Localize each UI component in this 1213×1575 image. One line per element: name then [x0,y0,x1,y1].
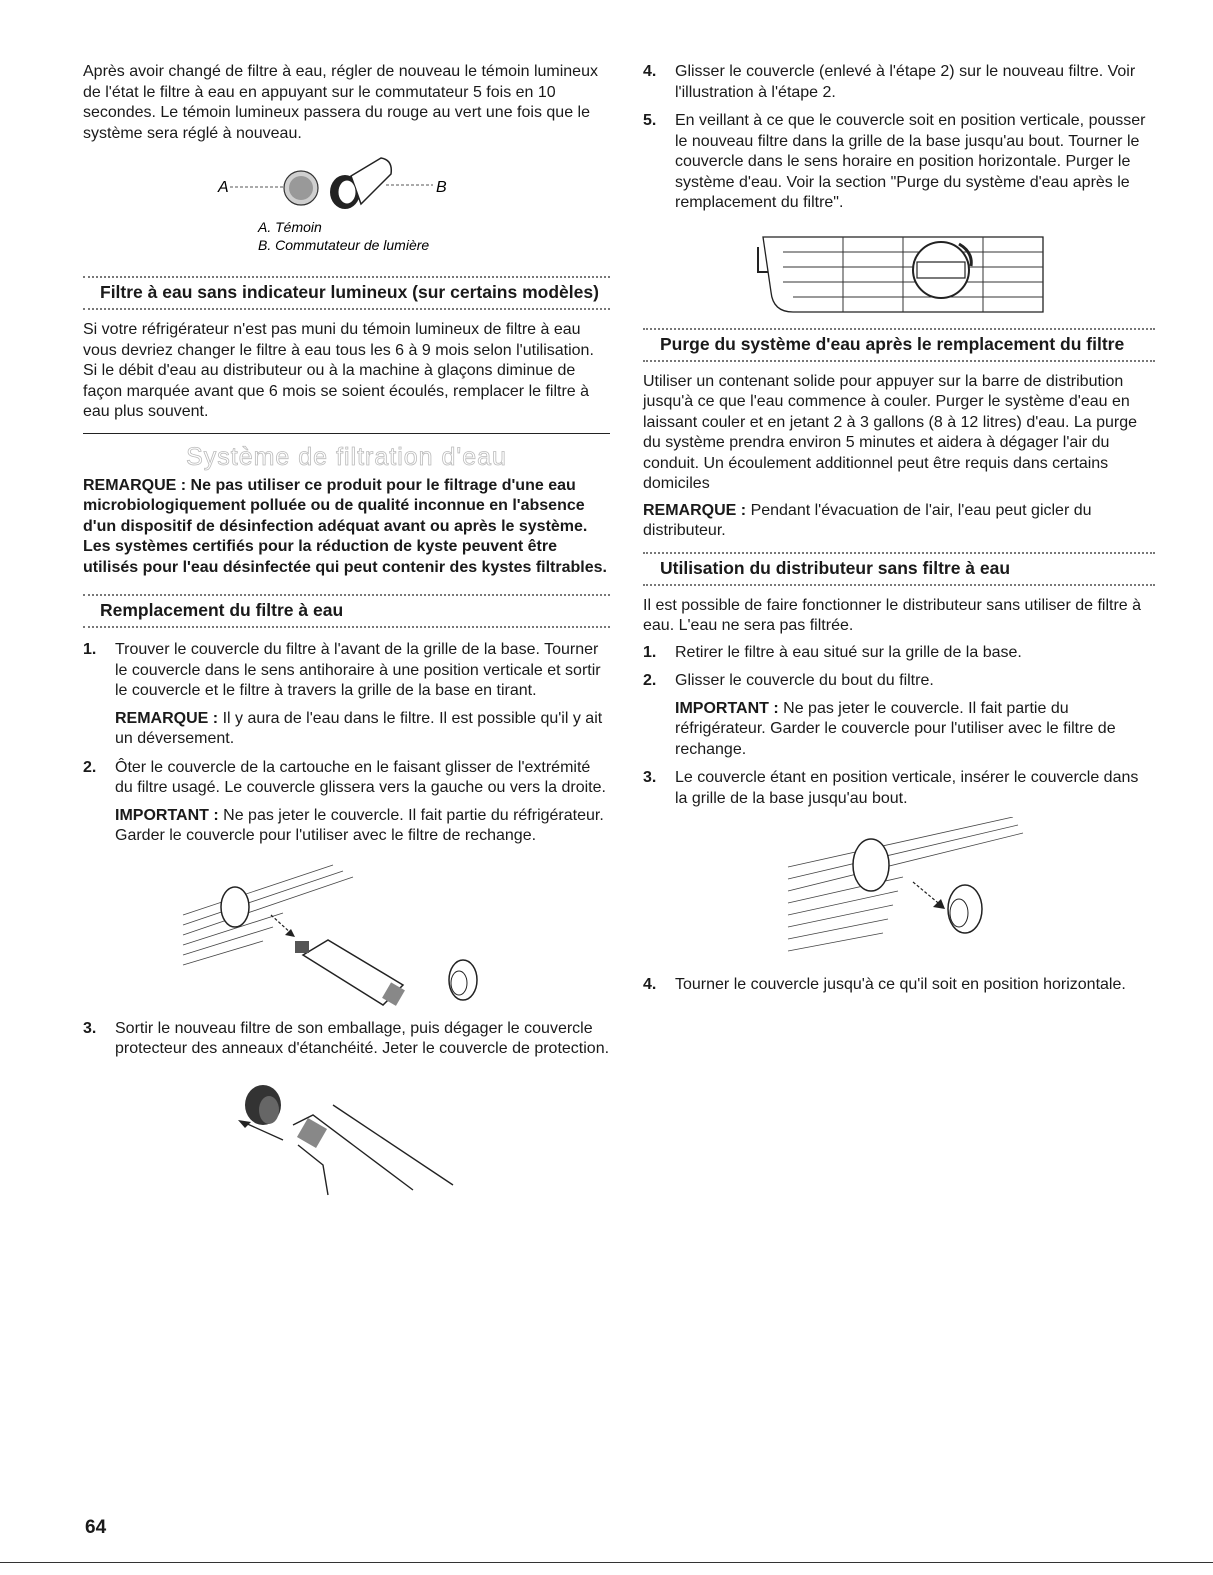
cap-removal-figure [83,1070,610,1200]
warning-note: REMARQUE : Ne pas utiliser ce produit pour le filtrage d'une eau microbiologiquement polluée ou de qualité inconnue en l'absence d'un dispositif de désinfection adéquat avant ou après le système. Les systèmes certifiés pour la réduction de kyste peuvent être utilisés pour l'eau désinfectée qui peut contenir des kystes filtrables. [83,476,607,576]
footer-rule [0,1562,1213,1563]
divider [83,308,610,310]
purge-note-label: REMARQUE : [643,501,747,519]
light-switch-icon [330,158,391,209]
filter-cap-icon [948,885,982,933]
left-column [83,62,610,1200]
divider [643,584,1155,586]
step-item: 1. Trouver le couvercle du filtre à l'avant de la grille de la base. Tourner le couvercle dans le sens antihoraire à une position verticale et sortir le couvercle et le filtre à travers la grille de la base en tirant. REMARQUE : Il y aura de l'eau dans le filtre. Il est possible qu'il y ait un déversement. [83,641,603,747]
section-title-no-filter: Utilisation du distributeur sans filtre à eau [660,557,1011,578]
purge-paragraph: Utiliser un contenant solide pour appuyer sur la barre de distribution jusqu'à ce que l'eau commence à couler. Purger le système d'eau en laissant couler et en jetant 2 à 3 gallons (8 à 12 litres) d'eau. La purge du système prendra environ 5 minutes et aidera à dégager l'air du conduit. Un écoulement additionnel peut être requis dans certains domiciles [643,372,1138,492]
caption-b: B. Commutateur de lumière [258,237,430,253]
divider [643,360,1155,362]
indicator-illustration [83,152,610,262]
step-item: 4. Tourner le couvercle jusqu'à ce qu'il soit en position horizontale. [643,976,1126,993]
intro-paragraph: Après avoir changé de filtre à eau, régler de nouveau le témoin lumineux de l'état le filtre à eau en appuyant sur le commutateur 5 fois en 10 secondes. Le témoin lumineux passera du rouge au vert une fois que le système sera réglé à nouveau. [83,63,598,142]
purge-note: Pendant l'évacuation de l'air, l'eau peut gicler du distributeur. [643,501,1092,539]
label-b: B [436,179,447,196]
section-title-no-indicator: Filtre à eau sans indicateur lumineux (sur certains modèles) [100,282,599,302]
filter-cap-icon [449,960,477,1000]
cap-insert-illustration [643,817,1155,967]
page-number: 64 [85,1517,107,1538]
step-item: 3. Sortir le nouveau filtre de son emballage, puis dégager le couvercle protecteur des anneaux d'étanchéité. Jeter le couvercle de protection. [83,1019,610,1057]
protective-cap-icon [245,1085,281,1125]
filter-removal-figure [83,855,610,1015]
grille-illustration [643,222,1155,322]
section-title-replacement: Remplacement du filtre à eau [100,600,344,620]
step-item: 1. Retirer le filtre à eau situé sur la grille de la base. [643,643,1022,661]
cap-insert-figure [643,817,1155,967]
step-item: 3. Le couvercle étant en position verticale, insérer le couvercle dans la grille de la base jusqu'au bout. [643,769,1139,807]
rule [83,433,610,434]
step-item: 4. Glisser le couvercle (enlevé à l'étape 2) sur le nouveau filtre. Voir l'illustration à l'étape 2. [643,63,1136,101]
section-title-purge: Purge du système d'eau après le remplacement du filtre [660,333,1125,354]
grille-figure [643,222,1155,322]
caption-a: A. Témoin [258,219,322,235]
no-filter-paragraph: Il est possible de faire fonctionner le distributeur sans utiliser de filtre à eau. L'eau ne sera pas filtrée. [643,596,1142,634]
system-title: Système de filtration d'eau [186,442,507,471]
cap-removal-illustration [83,1070,610,1200]
step-item: 2. Glisser le couvercle du bout du filtre. IMPORTANT : Ne pas jeter le couvercle. Il fait partie du réfrigérateur. Garder le couvercle pour l'utiliser avec le filtre de rechange. [643,672,1116,758]
water-filter-cartridge [295,940,405,1006]
label-a: A [218,179,229,196]
step-item: 2. Ôter le couvercle de la cartouche en le faisant glisser de l'extrémité du filtre usagé. Le couvercle glissera vers la gauche ou vers la droite. IMPORTANT : Ne pas jeter le couvercle. Il fait partie du réfrigérateur. Garder le couvercle pour l'utiliser avec le filtre de rechange. [83,758,606,844]
filter-removal-illustration [83,855,610,1015]
indicator-figure [83,152,610,262]
no-indicator-paragraph: Si votre réfrigérateur n'est pas muni du témoin lumineux de filtre à eau vous devriez changer le filtre à eau tous les 6 à 9 mois selon l'utilisation. Si le débit d'eau au distributeur ou à la machine à glaçons diminue de façon marquée avant que 6 mois se soient écoulés, remplacer le filtre à eau plus souvent. [83,321,594,420]
right-column [643,62,1155,1004]
step-item: 5. En veillant à ce que le couvercle soit en position verticale, pousser le nouveau filtre dans la grille de la base jusqu'au bout. Tourner le couvercle dans le sens horaire en position horizontale. Purger le système d'eau. Voir la section "Purge du système d'eau après le remplacement du filtre". [643,112,1146,211]
divider [83,626,610,628]
